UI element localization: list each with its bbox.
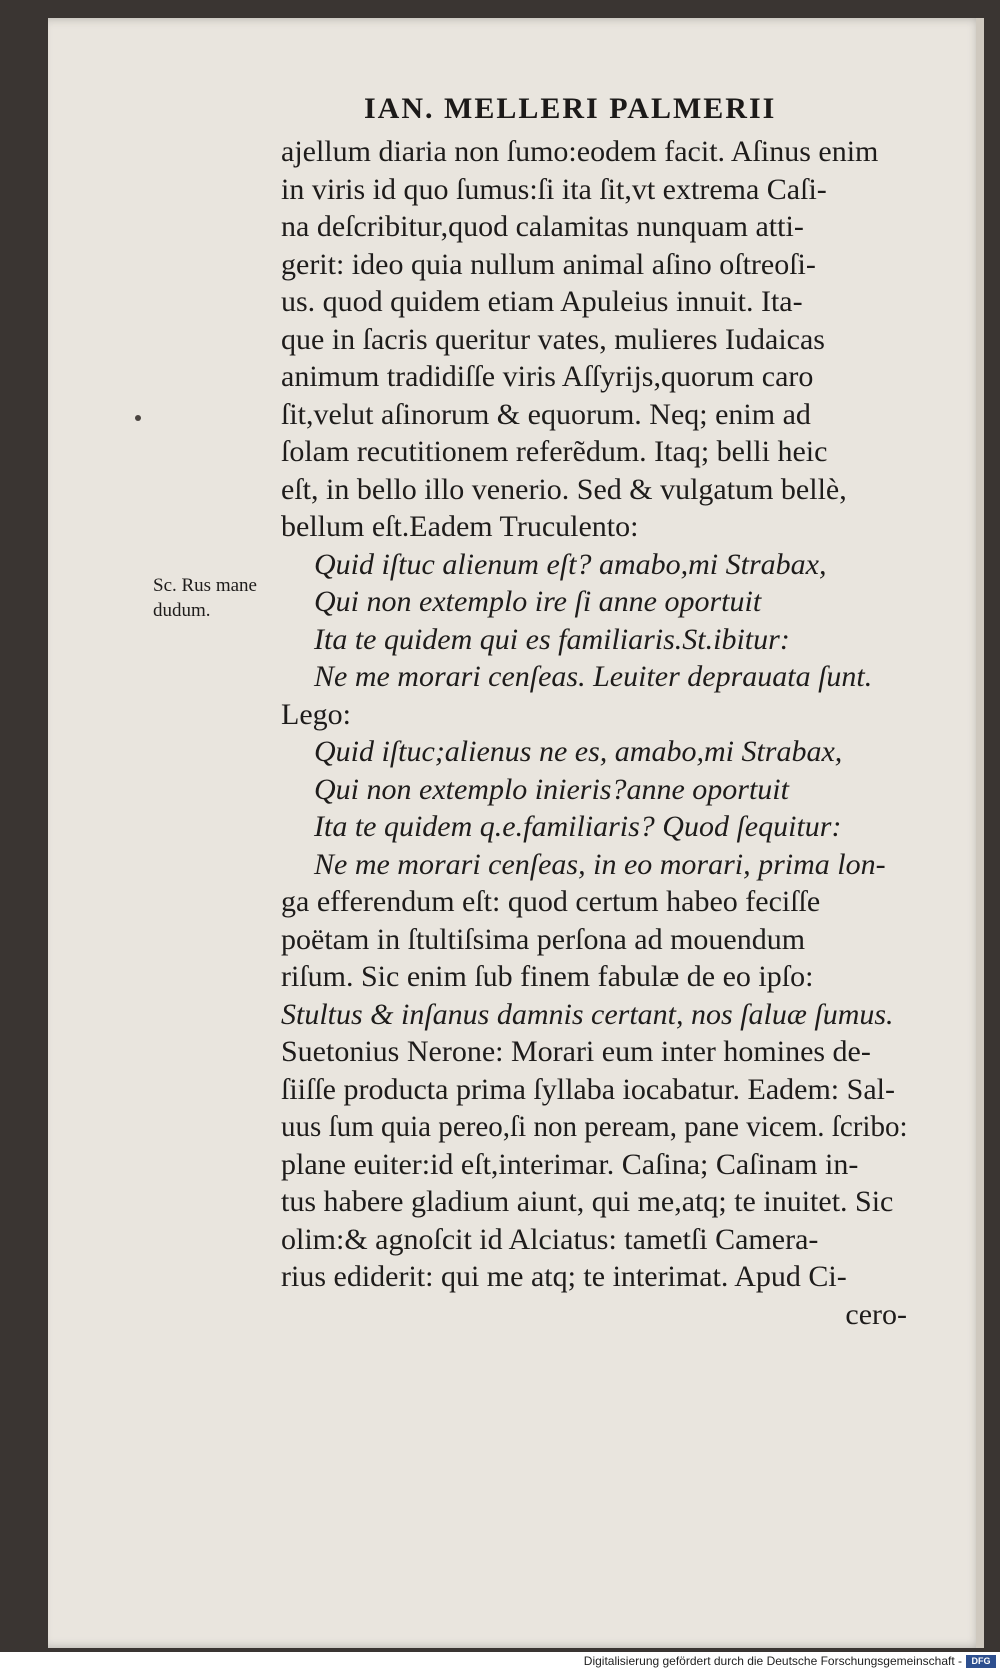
- text-line: [281, 358, 907, 396]
- text-line-content: Qui non extemplo inieris?anne oportuit: [314, 772, 789, 806]
- text-line-content: ſolam recutitionem referẽdum. Itaq; belli heic: [281, 435, 828, 468]
- text-line: [281, 396, 907, 434]
- text-line-content: rius ediderit: qui me atq; te interimat. Apud Ci-: [281, 1260, 847, 1293]
- text-line: [281, 996, 907, 1034]
- text-line: [281, 1108, 907, 1146]
- text-line-content: tus habere gladium aiunt, qui me,atq; te inuitet. Sic: [281, 1185, 894, 1218]
- dfg-logo-icon: DFG: [966, 1655, 996, 1668]
- text-line-content: Ne me morari cenſeas. Leuiter deprauata ſunt.: [314, 660, 873, 693]
- text-line: [281, 246, 907, 284]
- text-line-content: poëtam in ſtultiſsima perſona ad mouendum: [281, 922, 806, 956]
- text-line: [281, 471, 907, 509]
- text-line-content: olim:& agnoſcit id Alciatus: tametſi Camera-: [281, 1222, 819, 1256]
- text-line-content: ſiiſſe producta prima ſyllaba iocabatur. Eadem: Sal-: [281, 1072, 895, 1106]
- text-line: [281, 733, 907, 771]
- text-line: [281, 621, 907, 659]
- text-line-content: cero-: [845, 1297, 907, 1331]
- text-line-content: Suetonius Nerone: Morari eum inter homines de-: [281, 1035, 871, 1068]
- text-line-content: Stultus & inſanus damnis certant, nos ſaluæ ſumus.: [281, 997, 894, 1031]
- text-line: [281, 283, 907, 321]
- text-line: [281, 958, 907, 996]
- text-line-content: Ne me morari cenſeas, in eo morari, prima lon-: [314, 847, 886, 881]
- text-line: [281, 1296, 907, 1334]
- text-line: [281, 171, 907, 209]
- text-line-content: Ita te quidem qui es familiaris.St.ibitur:: [314, 622, 790, 656]
- margin-note: [153, 573, 257, 623]
- text-line-content: Ita te quidem q.e.familiaris? Quod ſequitur:: [314, 810, 842, 843]
- page-edge: [976, 18, 984, 1648]
- text-line-content: Lego:: [281, 697, 351, 731]
- text-line-content: in viris id quo ſumus:ſi ita ſit,vt extrema Caſi-: [281, 172, 827, 206]
- text-line: [281, 658, 907, 696]
- text-line: [281, 1258, 907, 1296]
- text-line-content: uus ſum quia pereo,ſi non peream, pane vicem. ſcribo:: [281, 1110, 908, 1143]
- text-line-content: que in ſacris queritur vates, mulieres Iudaicas: [281, 322, 825, 356]
- text-line: [281, 583, 907, 621]
- text-line-content: gerit: ideo quia nullum animal aſino oſtreoſi-: [281, 247, 816, 281]
- text-line-content: bellum eſt.Eadem Truculento:: [281, 510, 639, 543]
- text-line: [281, 921, 907, 959]
- ink-speck: [135, 415, 141, 421]
- text-line: [281, 1033, 907, 1071]
- text-line-content: us. quod quidem etiam Apuleius innuit. Ita-: [281, 285, 803, 318]
- text-line-content: eſt, in bello illo venerio. Sed & vulgatum bellè,: [281, 472, 847, 506]
- text-line-content: riſum. Sic enim ſub finem fabulæ de eo ipſo:: [281, 960, 814, 993]
- text-line-content: Quid iſtuc alienum eſt? amabo,mi Strabax,: [314, 547, 827, 581]
- text-line-content: plane euiter:id eſt,interimar. Caſina; Caſinam in-: [281, 1147, 859, 1181]
- text-line: [281, 1071, 907, 1109]
- footer-bar: [0, 1652, 1000, 1672]
- text-line: [281, 771, 907, 809]
- text-line: [281, 1146, 907, 1184]
- running-head: IAN. MELLERI PALMERII: [364, 92, 777, 125]
- text-line: [281, 696, 907, 734]
- text-line: [281, 846, 907, 884]
- text-line: [281, 1183, 907, 1221]
- text-line-content: ſit,velut aſinorum & equorum. Neq; enim ad: [281, 397, 811, 431]
- text-line: [281, 433, 907, 471]
- text-line: [281, 133, 907, 171]
- text-line-content: na deſcribitur,quod calamitas nunquam atti-: [281, 210, 804, 243]
- text-line: [281, 321, 907, 359]
- text-line: [281, 546, 907, 584]
- body-text: [281, 133, 907, 1333]
- margin-note-line: Sc. Rus mane: [153, 575, 257, 596]
- text-line-content: ga efferendum eſt: quod certum habeo feciſſe: [281, 885, 821, 918]
- text-line-content: ajellum diaria non ſumo:eodem facit. Aſinus enim: [281, 135, 879, 168]
- text-line-content: animum tradidiſſe viris Aſſyrijs,quorum caro: [281, 360, 814, 393]
- text-line: [281, 508, 907, 546]
- text-line: [281, 883, 907, 921]
- text-line: [281, 1221, 907, 1259]
- text-line: [281, 208, 907, 246]
- margin-note-line: dudum.: [153, 600, 211, 621]
- text-line-content: Quid iſtuc;alienus ne es, amabo,mi Strabax,: [314, 735, 843, 768]
- text-line-content: Qui non extemplo ire ſi anne oportuit: [314, 585, 762, 618]
- footer-credit: Digitalisierung gefördert durch die Deutsche Forschungsgemeinschaft -: [583, 1654, 962, 1668]
- text-line: [281, 808, 907, 846]
